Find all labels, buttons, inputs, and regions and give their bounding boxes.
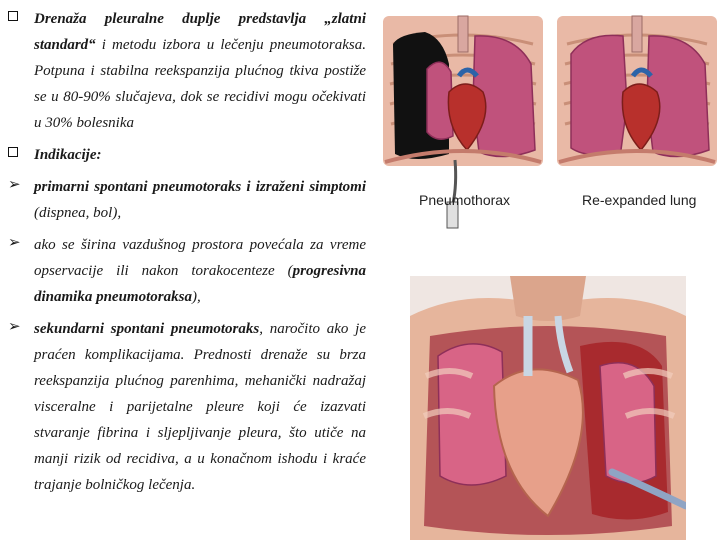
lung-comparison-figure [375,14,720,232]
arrow-bullet-icon: ➢ [8,317,21,335]
arrow-bullet-icon: ➢ [8,175,21,193]
list-item [6,142,366,168]
item-text [34,316,366,498]
chest-drain-illustration [410,276,686,540]
square-bullet-icon [8,7,18,25]
square-bullet-icon [8,143,18,161]
bold-text: progresivna dinamika pneumotoraksa [34,263,366,305]
re-expanded-lung-diagram [557,16,717,166]
text-span: ), [191,289,201,305]
list-item [6,316,366,498]
re-expanded-caption: Re-expanded lung [582,192,697,208]
list-item [6,232,366,310]
list-item [6,174,366,226]
text-column [6,6,366,504]
list-item [6,6,366,136]
item-text [34,6,366,136]
text-span: ako se širina vazdušnog prostora povećala za vreme opservacije ili nakon torakocenteze ( [34,237,366,279]
bold-text: primarni spontani pneumotoraks i izraženi simptomi [34,179,366,195]
text-span: i metodu izbora u lečenju pneumotoraksa. Potpuna i stabilna reekspanzija plućnog tkiva postiže se u 80-90% slučajeva, dok se recidivi mogu očekivati u 30% bolesnika [34,37,366,131]
bold-text: Drenaža pleuralne duplje predstavlja „zlatni standard“ [34,11,366,53]
pneumothorax-caption: Pneumothorax [419,192,511,208]
text-span: , naročito ako je praćen komplikacijama. Prednosti drenaže su brza reekspanzija plućnog parenhima, mehanički nadražaj visceralne i parijetalne pleure koji će izazvati stvaranje fibrina i sljepljivanje pleura, što utiče na manji rizik od recidiva, a u konačnom ishodu i kraće trajanje bolničkog lečenja. [34,321,366,493]
bold-text: sekundarni spontani pneumotoraks [34,321,260,337]
item-text [34,142,366,168]
bold-text: Indikacije: [34,147,102,163]
arrow-bullet-icon: ➢ [8,233,21,251]
item-text [34,232,366,310]
chest-drain-drawing [410,276,686,540]
item-text [34,174,366,226]
text-span: (dispnea, bol), [34,205,122,221]
